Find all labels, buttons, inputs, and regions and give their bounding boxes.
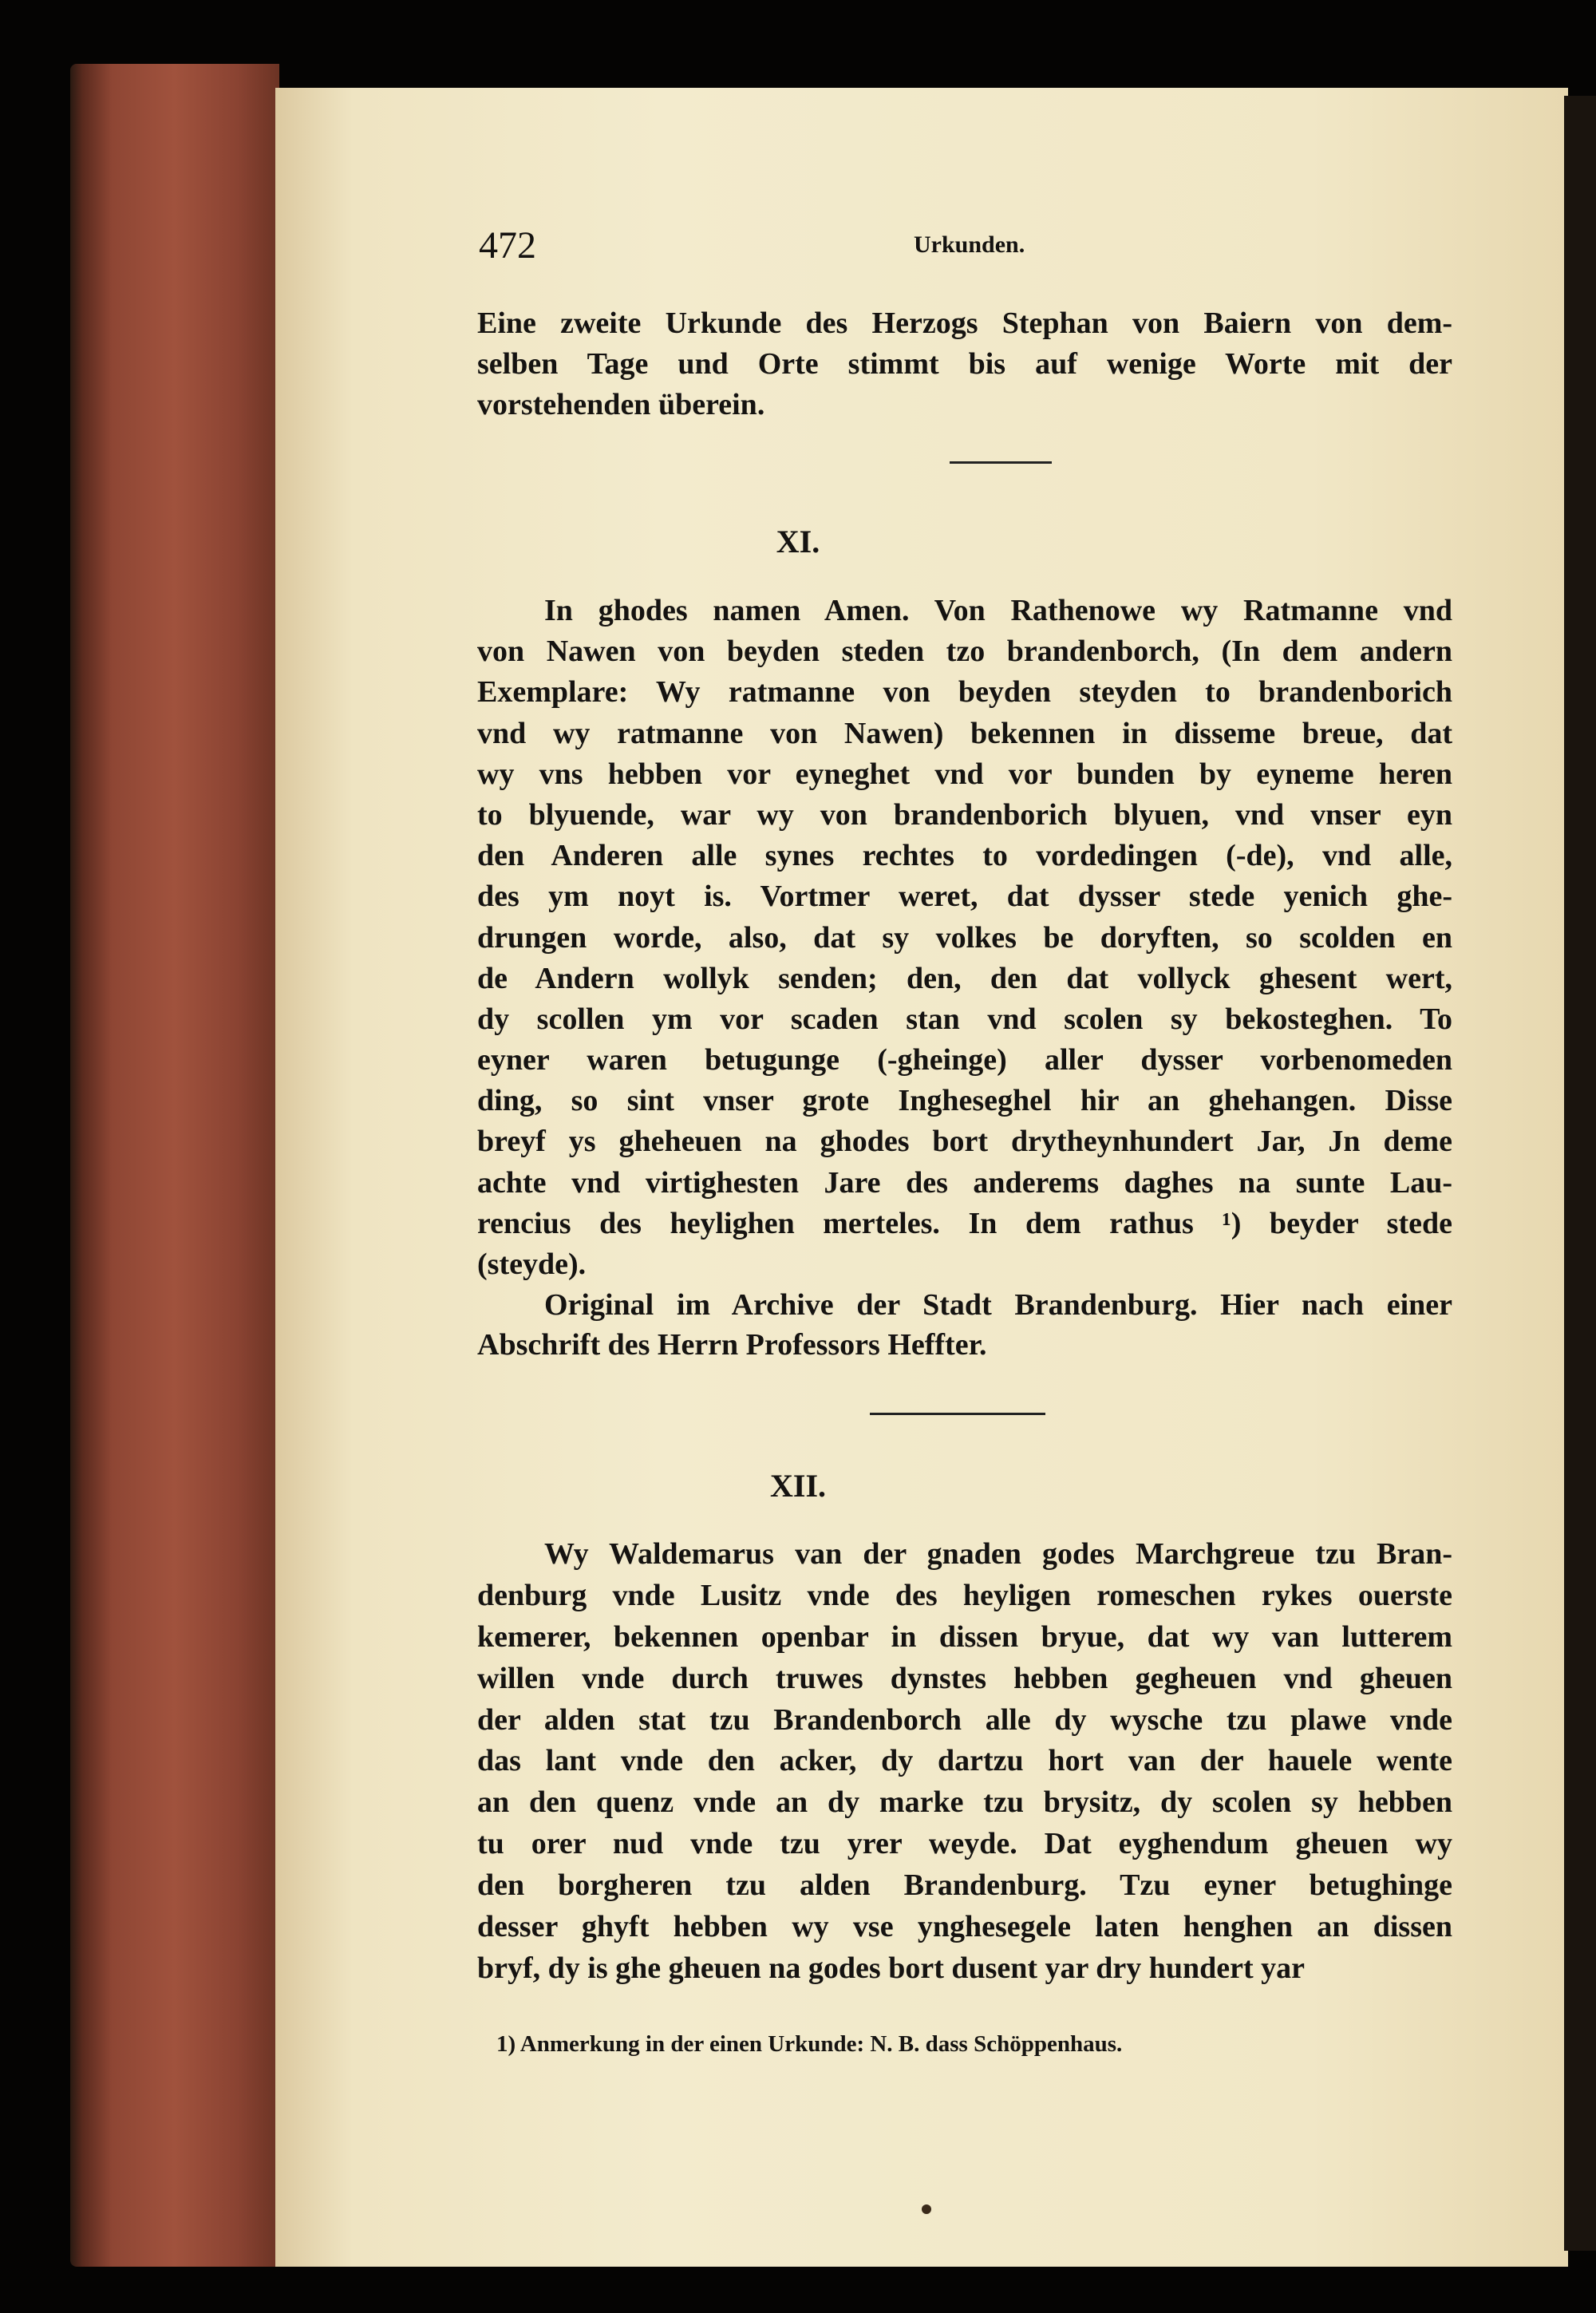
text-line: Eine zweite Urkunde des Herzogs Stephan von Baiern von dem- — [477, 306, 1452, 340]
book-page-edges — [70, 64, 279, 2267]
section-xii-text — [477, 1534, 1452, 1990]
text-line: das lant vnde den acker, dy dartzu hort van der hauele wente — [477, 1744, 1452, 1778]
text-line: ding, so sint vnser grote Ingheseghel hir an ghehangen. Disse — [477, 1084, 1452, 1118]
page-number: 472 — [479, 224, 536, 267]
text-line: Exemplare: Wy ratmanne von beyden steyden to brandenborich — [477, 675, 1452, 710]
text-line: eyner waren betugunge (-gheinge) aller dysser vorbenomeden — [477, 1043, 1452, 1077]
text-line: to blyuende, war wy von brandenborich blyuen, vnd vnser eyn — [477, 797, 1452, 832]
text-line: des ym noyt is. Vortmer weret, dat dysser stede yenich ghe- — [477, 880, 1452, 914]
binding-strip — [1564, 96, 1596, 2251]
text-line: wy vns hebben vor eyneghet vnd vor bunden by eyneme heren — [477, 757, 1452, 791]
text-line: Original im Archive der Stadt Brandenburg. Hier nach einer — [544, 1288, 1452, 1322]
text-line: desser ghyft hebben wy vse ynghesegele laten henghen an dissen — [477, 1910, 1452, 1944]
section-heading-xii: XII. — [769, 1468, 827, 1504]
section-xi-text — [477, 591, 1452, 1285]
text-line: kemerer, bekennen openbar in dissen bryue, dat wy van lutterem — [477, 1619, 1452, 1654]
text-line: Abschrift des Herrn Professors Heffter. — [477, 1328, 987, 1362]
text-line: an den quenz vnde an dy marke tzu brysitz, dy scolen sy hebben — [477, 1785, 1452, 1820]
text-line: Wy Waldemarus van der gnaden godes Marchgreue tzu Bran- — [544, 1537, 1452, 1571]
text-line: der alden stat tzu Brandenborch alle dy wysche tzu plawe vnde — [477, 1702, 1452, 1737]
text-line: drungen worde, also, dat sy volkes be doryften, so scolden en — [477, 920, 1452, 955]
text-line: vorstehenden überein. — [477, 388, 765, 421]
text-line: breyf ys gheheuen na ghodes bort drytheynhundert Jar, Jn deme — [477, 1125, 1452, 1159]
section-heading-xi: XI. — [776, 524, 820, 559]
text-line: den borgheren tzu alden Brandenburg. Tzu eyner betughinge — [477, 1868, 1452, 1903]
text-line: rencius des heylighen merteles. In dem rathus ¹) beyder stede — [477, 1206, 1452, 1240]
text-line: selben Tage und Orte stimmt bis auf wenige Worte mit der — [477, 347, 1452, 381]
text-line: bryf, dy is ghe gheuen na godes bort dusent yar dry hundert yar — [477, 1951, 1306, 1985]
running-title: Urkunden. — [914, 231, 1025, 258]
text-line: denburg vnde Lusitz vnde des heyligen romeschen rykes ouerste — [477, 1578, 1452, 1612]
section-xi-source-note — [477, 1285, 1452, 1365]
text-line: In ghodes namen Amen. Von Rathenowe wy Ratmanne vnd — [544, 594, 1452, 627]
text-line: von Nawen von beyden steden tzo brandenborch, (In dem andern — [477, 635, 1452, 669]
section-divider — [870, 1413, 1045, 1415]
text-line: tu orer nud vnde tzu yrer weyde. Dat eyghendum gheuen wy — [477, 1827, 1452, 1861]
page-mark — [922, 2204, 931, 2214]
footnote: 1) Anmerkung in der einen Urkunde: N. B. dass Schöppenhaus. — [496, 2031, 1123, 2057]
text-line: de Andern wollyk senden; den, den dat vollyck ghesent wert, — [477, 961, 1452, 995]
text-line: dy scollen ym vor scaden stan vnd scolen sy bekosteghen. To — [477, 1002, 1452, 1036]
text-line: willen vnde durch truwes dynstes hebben gegheuen vnd gheuen — [477, 1661, 1452, 1695]
text-line: (steyde). — [477, 1247, 587, 1281]
text-line: vnd wy ratmanne von Nawen) bekennen in disseme breue, dat — [477, 716, 1452, 750]
text-line: achte vnd virtighesten Jare des anderems daghes na sunte Lau- — [477, 1165, 1452, 1200]
section-divider — [950, 461, 1052, 464]
intro-paragraph — [477, 303, 1452, 425]
text-line: den Anderen alle synes rechtes to vordedingen (-de), vnd alle, — [477, 839, 1452, 873]
